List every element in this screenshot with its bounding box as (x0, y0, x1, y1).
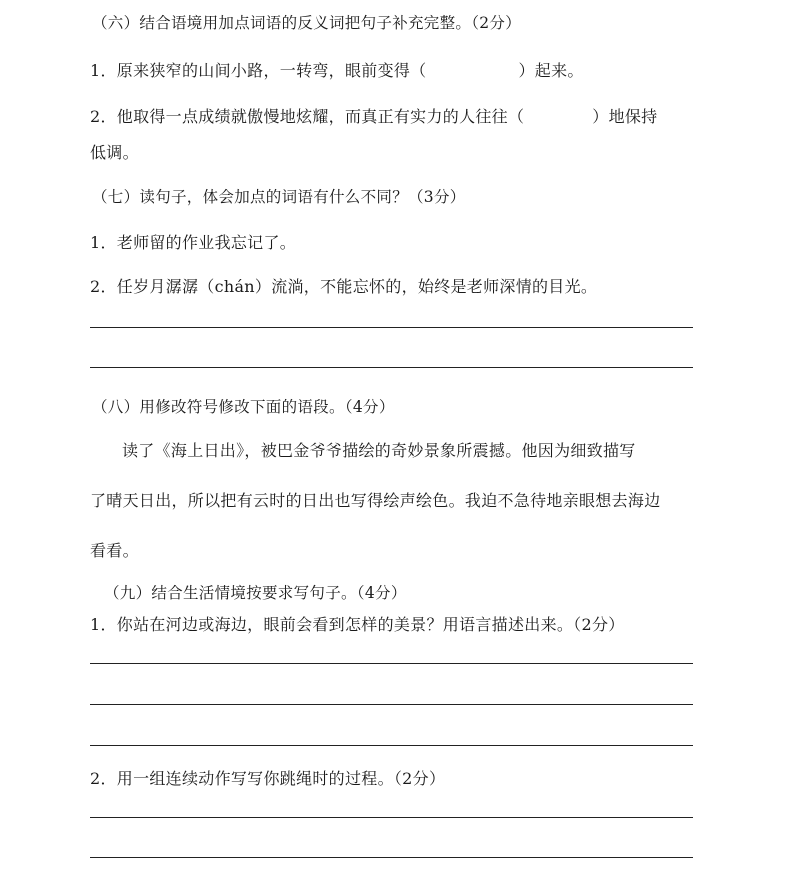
section-7-title: （七）读句子，体会加点的词语有什么不同？（3分） (92, 188, 466, 206)
section-8-paragraph-line-1: 读了《海上日出》，被巴金爷爷描绘的奇妙景象所震撼。他因为细致描写 (122, 441, 636, 460)
section-9-question-2: 2．用一组连续动作写写你跳绳时的过程。（2分） (90, 769, 446, 788)
question-text: 2．他取得一点成绩就傲慢地炫耀，而真正有实力的人往往（ (90, 107, 525, 126)
answer-line[interactable] (90, 745, 693, 746)
section-6-question-1 (90, 60, 584, 82)
answer-line[interactable] (90, 704, 693, 705)
question-text: ）起来。 (518, 61, 584, 80)
answer-line[interactable] (90, 817, 693, 818)
question-text: 1．原来狭窄的山间小路，一转弯，眼前变得（ (90, 61, 427, 80)
section-7-question-2: 2．任岁月潺潺（chán）流淌，不能忘怀的，始终是老师深情的目光。 (90, 277, 598, 296)
section-8-paragraph-line-2: 了晴天日出，所以把有云时的日出也写得绘声绘色。我迫不急待地亲眼想去海边 (90, 491, 661, 510)
section-6-question-2 (90, 106, 657, 128)
answer-line[interactable] (90, 663, 693, 664)
section-7-question-1: 1．老师留的作业我忘记了。 (90, 233, 297, 252)
answer-line[interactable] (90, 367, 693, 368)
section-9-question-1: 1．你站在河边或海边，眼前会看到怎样的美景？用语言描述出来。（2分） (90, 615, 625, 634)
answer-line[interactable] (90, 327, 693, 328)
section-9-title: （九）结合生活情境按要求写句子。（4分） (104, 584, 407, 602)
section-6-title: （六）结合语境用加点词语的反义词把句子补充完整。（2分） (92, 14, 522, 32)
section-8-title: （八）用修改符号修改下面的语段。（4分） (92, 398, 395, 416)
answer-line[interactable] (90, 857, 693, 858)
section-6-question-2-continued: 低调。 (90, 143, 139, 162)
question-text: ）地保持 (592, 107, 658, 126)
section-8-paragraph-line-3: 看看。 (90, 541, 139, 560)
